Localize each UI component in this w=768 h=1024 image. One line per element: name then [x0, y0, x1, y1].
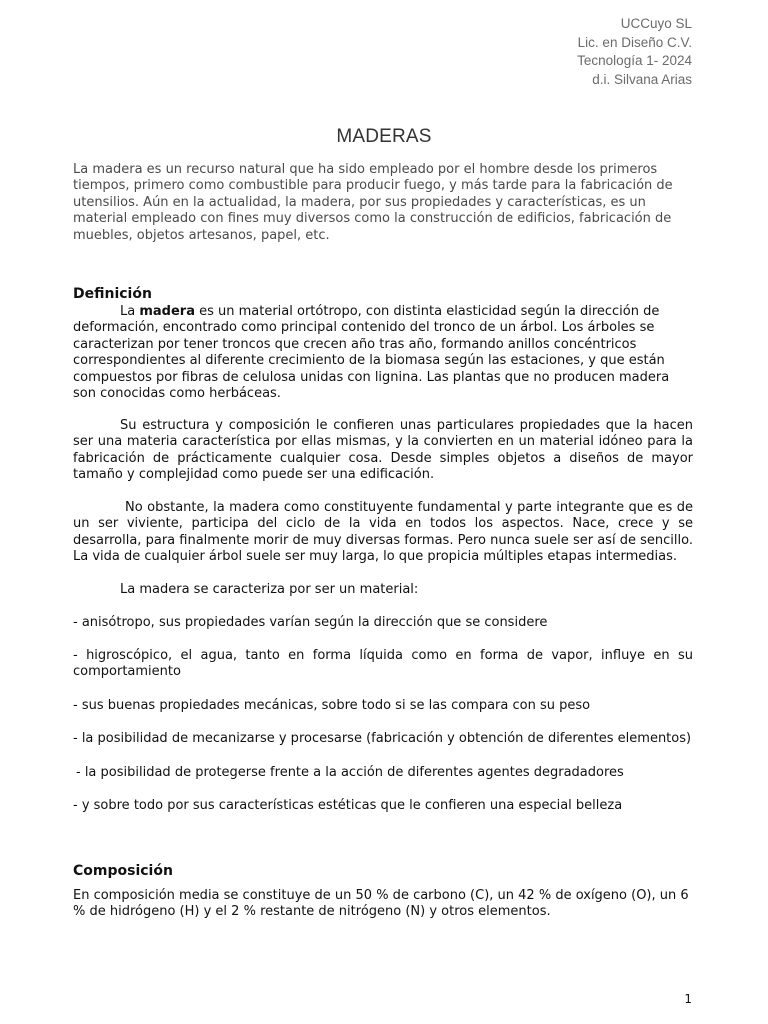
p4-text: La madera se caracteriza por ser un material:: [120, 582, 419, 597]
list-item: - y sobre todo por sus características estéticas que le confieren una especial belleza: [73, 798, 623, 813]
intro-paragraph: [73, 162, 693, 244]
definicion-paragraph-2: [73, 418, 693, 484]
document-header: [577, 15, 692, 89]
definicion-paragraph-3: [73, 500, 693, 566]
page-number: 1: [684, 992, 692, 1006]
definicion-paragraph-4: [73, 582, 693, 598]
header-degree: Lic. en Diseño C.V.: [577, 34, 692, 50]
p2-text: Su estructura y composición le confieren unas particulares propiedades que la hacen ser una materia característica por ellas mismas, y la convierten en un material idóneo para la fabricación de prácticamente cualquier cosa. Desde simples objetos a diseños de mayor tamaño y complejidad como puede ser una edificación.: [73, 418, 693, 483]
list-item: - la posibilidad de protegerse frente a la acción de diferentes agentes degradadores: [76, 765, 624, 780]
list-item: - anisótropo, sus propiedades varían según la dirección que se considere: [73, 615, 548, 630]
list-item: - sus buenas propiedades mecánicas, sobre todo si se las compara con su peso: [73, 698, 591, 713]
composicion-heading: Composición: [73, 863, 173, 879]
header-author: d.i. Silvana Arias: [592, 71, 692, 87]
header-institution: UCCuyo SL: [620, 16, 692, 31]
composicion-paragraph: [73, 888, 693, 921]
p1-lead: La: [120, 304, 140, 319]
composicion-text: En composición media se constituye de un 50 % de carbono (C), un 42 % de oxígeno (O), un 6 % de hidrógeno (H) y el 2 % restante de nitrógeno (N) y otros elementos.: [73, 888, 689, 920]
list-item: - la posibilidad de mecanizarse y procesarse (fabricación y obtención de diferentes elementos): [73, 731, 692, 746]
p3-text: No obstante, la madera como constituyente fundamental y parte integrante que es de un ser viviente, participa del ciclo de la vida en todos los aspectos. Nace, crece y se desarrolla, para finalmente morir de muy diversas formas. Pero nunca suele ser así de sencillo. La vida de cualquier árbol suele ser muy larga, lo que propicia múltiples etapas intermedias.: [73, 500, 693, 565]
definicion-heading: Definición: [73, 286, 152, 302]
header-course: Tecnología 1- 2024: [577, 53, 692, 68]
definicion-paragraph-1: [73, 304, 693, 402]
intro-text: La madera es un recurso natural que ha sido empleado por el hombre desde los primeros tiempos, primero como combustible para producir fuego, y más tarde para la fabricación de utensilios. Aún en la actualidad, la madera, por sus propiedades y características, es un material empleado con fines muy diversos como la construcción de edificios, fabricación de muebles, objetos artesanos, papel, etc.: [73, 162, 673, 243]
p1-bold-term: madera: [139, 304, 195, 319]
p1-rest: es un material ortótropo, con distinta elasticidad según la dirección de deformación, encontrado como principal contenido del tronco de un árbol. Los árboles se caracterizan por tener troncos que crecen año tras año, formando anillos concéntricos correspondientes al diferente crecimiento de la biomasa según las estaciones, y que están compuestos por fibras de celulosa unidas con lignina. Las plantas que no producen madera son conocidas como herbáceas.: [73, 304, 670, 402]
page-title: MADERAS: [336, 126, 432, 147]
list-item: - higroscópico, el agua, tanto en forma líquida como en forma de vapor, influye en su comportamiento: [73, 648, 693, 680]
